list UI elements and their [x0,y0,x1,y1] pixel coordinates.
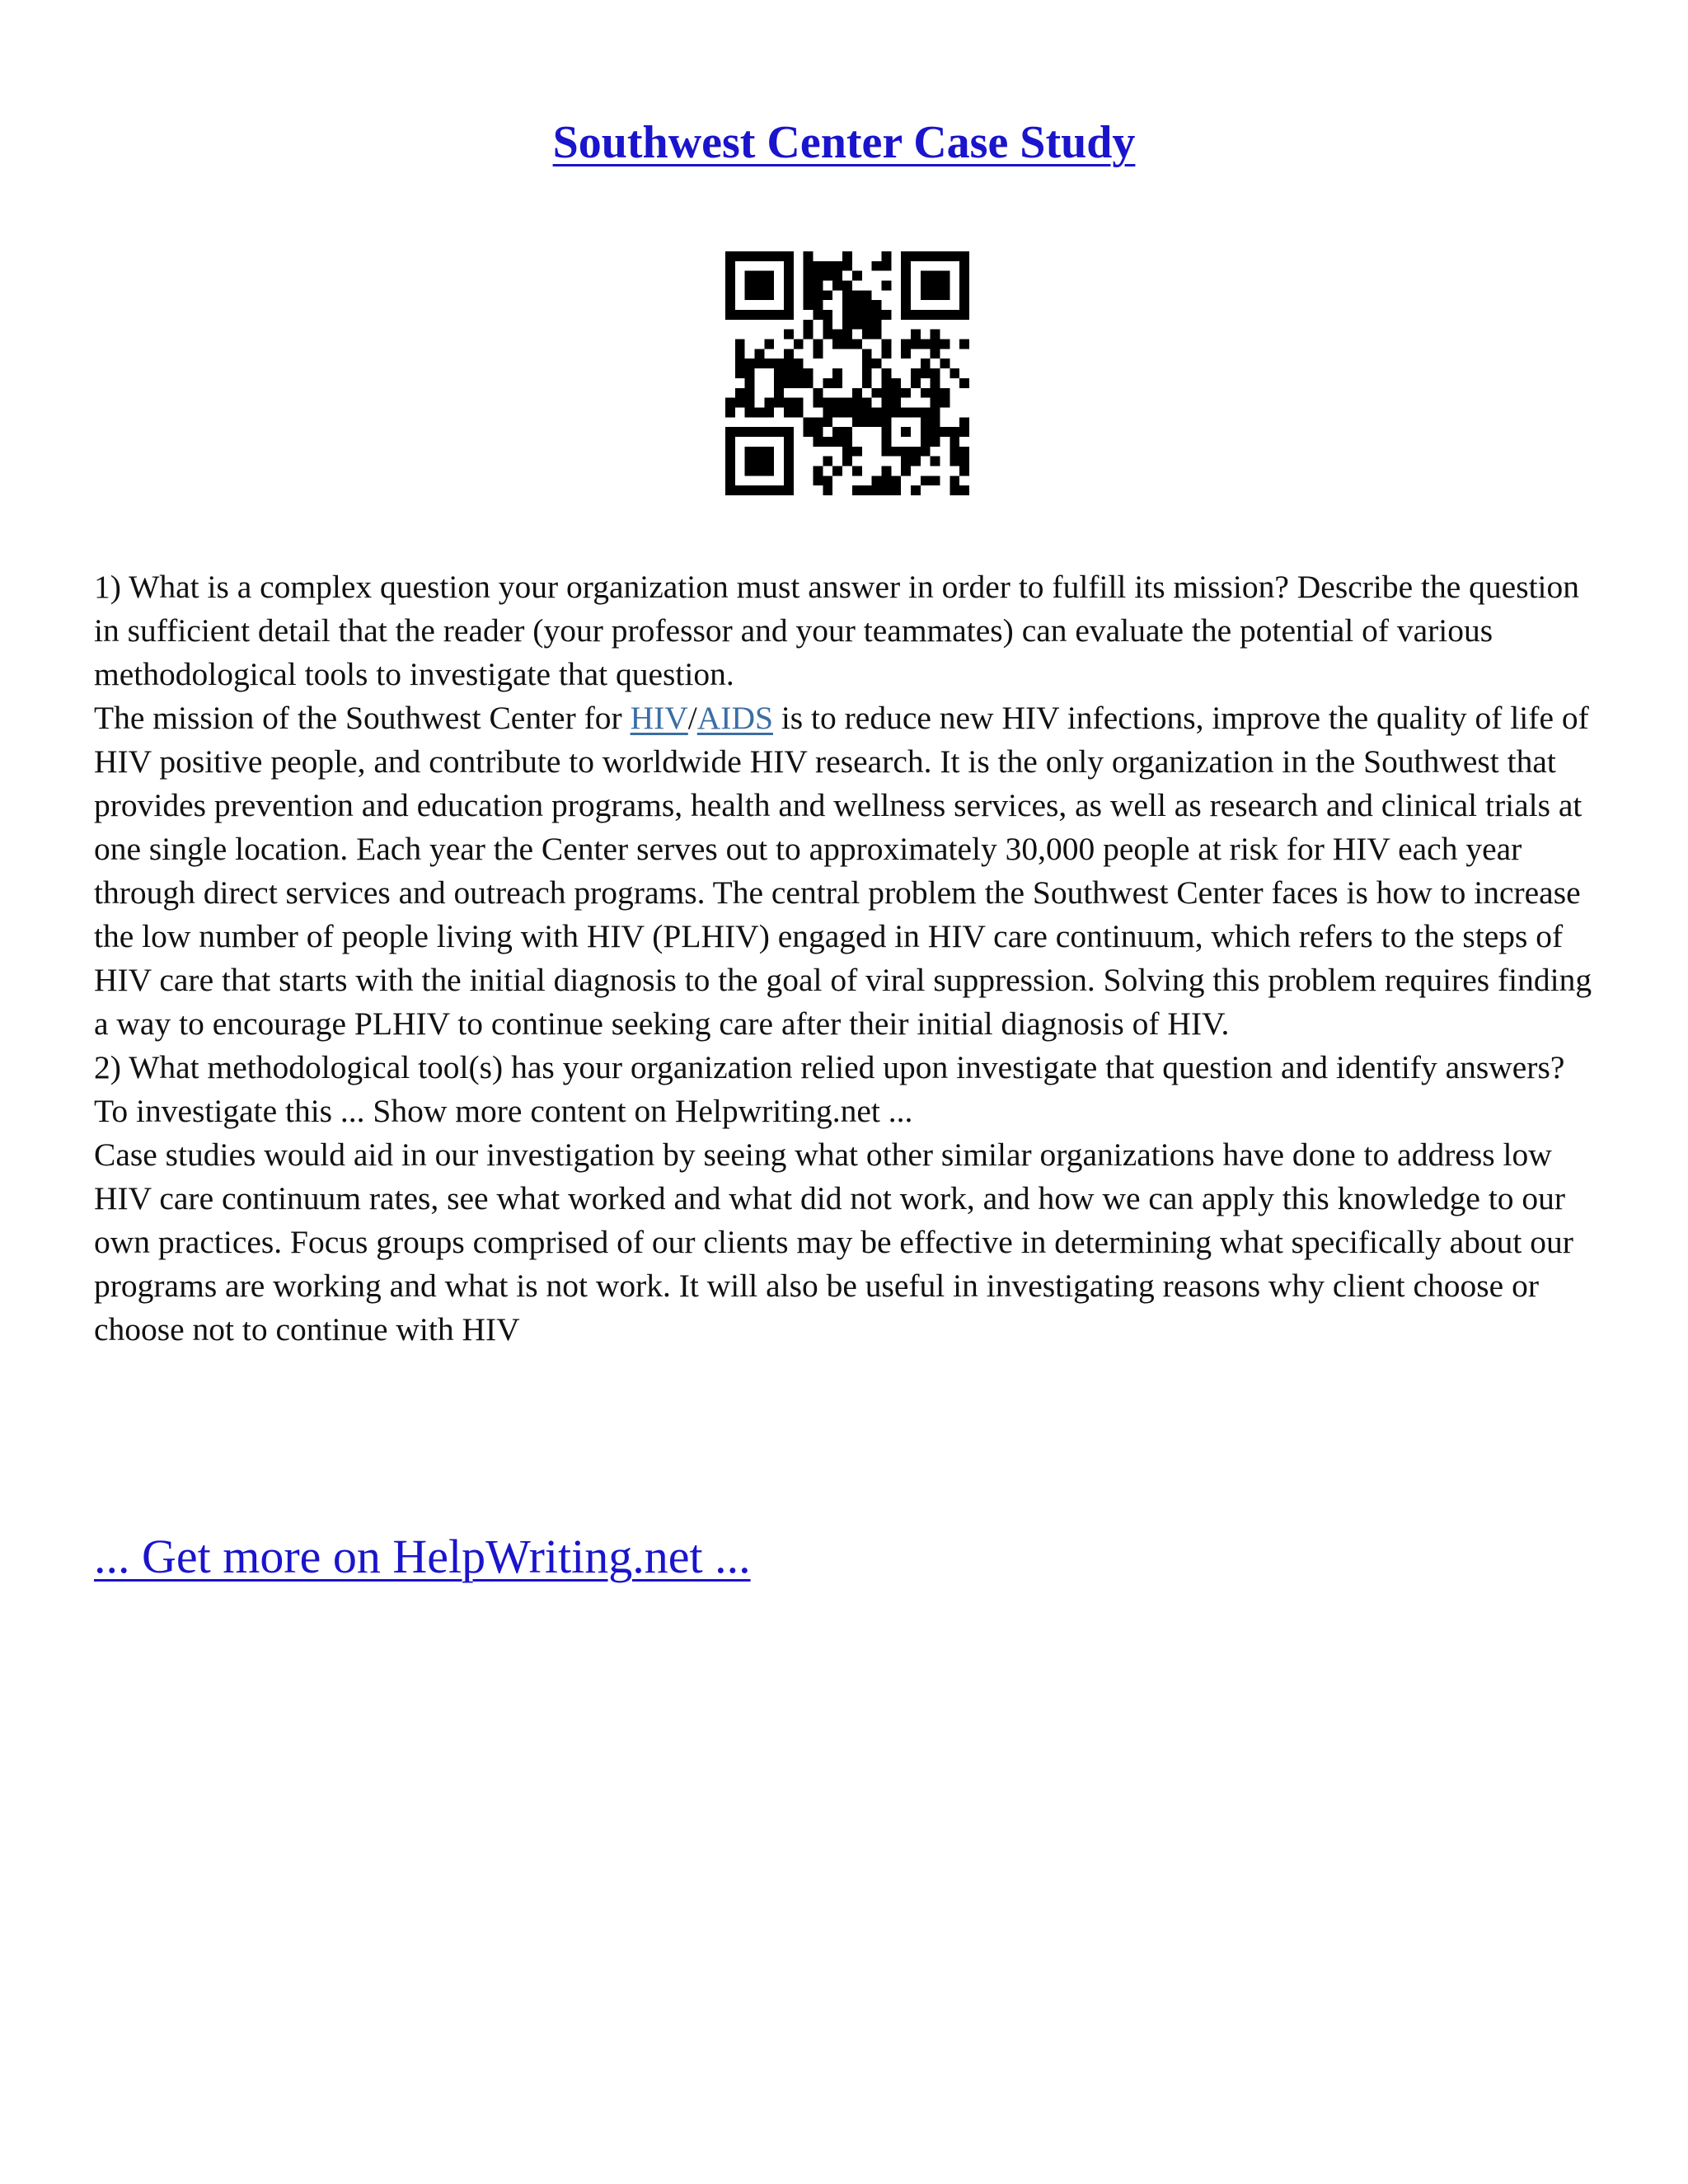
get-more-link[interactable]: ... Get more on HelpWriting.net ... [94,1530,751,1583]
mission-paragraph [94,696,1602,1046]
mission-text: is to reduce new HIV infections, improve the quality of life of HIV positive people, and contribute to worldwide HIV research. It is the only organization in the Southwest that provides prevention and education programs, health and wellness services, as well as research and clinical trials at one single location. Each year the Center serves out to approximately 30,000 people at risk for HIV each year through direct services and outreach programs. The central problem the Southwest Center faces is how to increase the low number of people living with HIV (PLHIV) engaged in HIV care continuum, which refers to the steps of HIV care that starts with the initial diagnosis to the goal of viral suppression. Solving this problem requires finding a way to encourage PLHIV to continue seeking care after their initial diagnosis of HIV. [94,700,1592,1042]
page-title [0,114,1688,171]
question-1: 1) What is a complex question your organization must answer in order to fulfill its mission? Describe the question in sufficient detail that the reader (your professor and your teammates) can evaluate the potential of various methodological tools to investigate that question. [94,569,1580,692]
slash-separator: / [687,700,697,736]
mission-intro: The mission of the Southwest Center for [94,700,631,736]
investigate-line: To investigate this ... Show more content on Helpwriting.net ... [94,1093,913,1129]
title-link[interactable]: Southwest Center Case Study [552,117,1136,168]
hiv-link[interactable]: HIV [630,700,688,736]
body-text [94,565,1602,1352]
aids-link[interactable]: AIDS [696,700,773,736]
qr-code-icon [725,251,969,495]
question-2: 2) What methodological tool(s) has your organization relied upon investigate that question and identify answers? [94,1049,1565,1085]
get-more-section [94,1528,751,1586]
case-studies-paragraph: Case studies would aid in our investigation by seeing what other similar organizations have done to address low HIV care continuum rates, see what worked and what did not work, and how we can apply this knowledge to our own practices. Focus groups comprised of our clients may be effective in determining what specifically about our programs are working and what is not work. It will also be useful in investigating reasons why client choose or choose not to continue with HIV [94,1137,1573,1347]
